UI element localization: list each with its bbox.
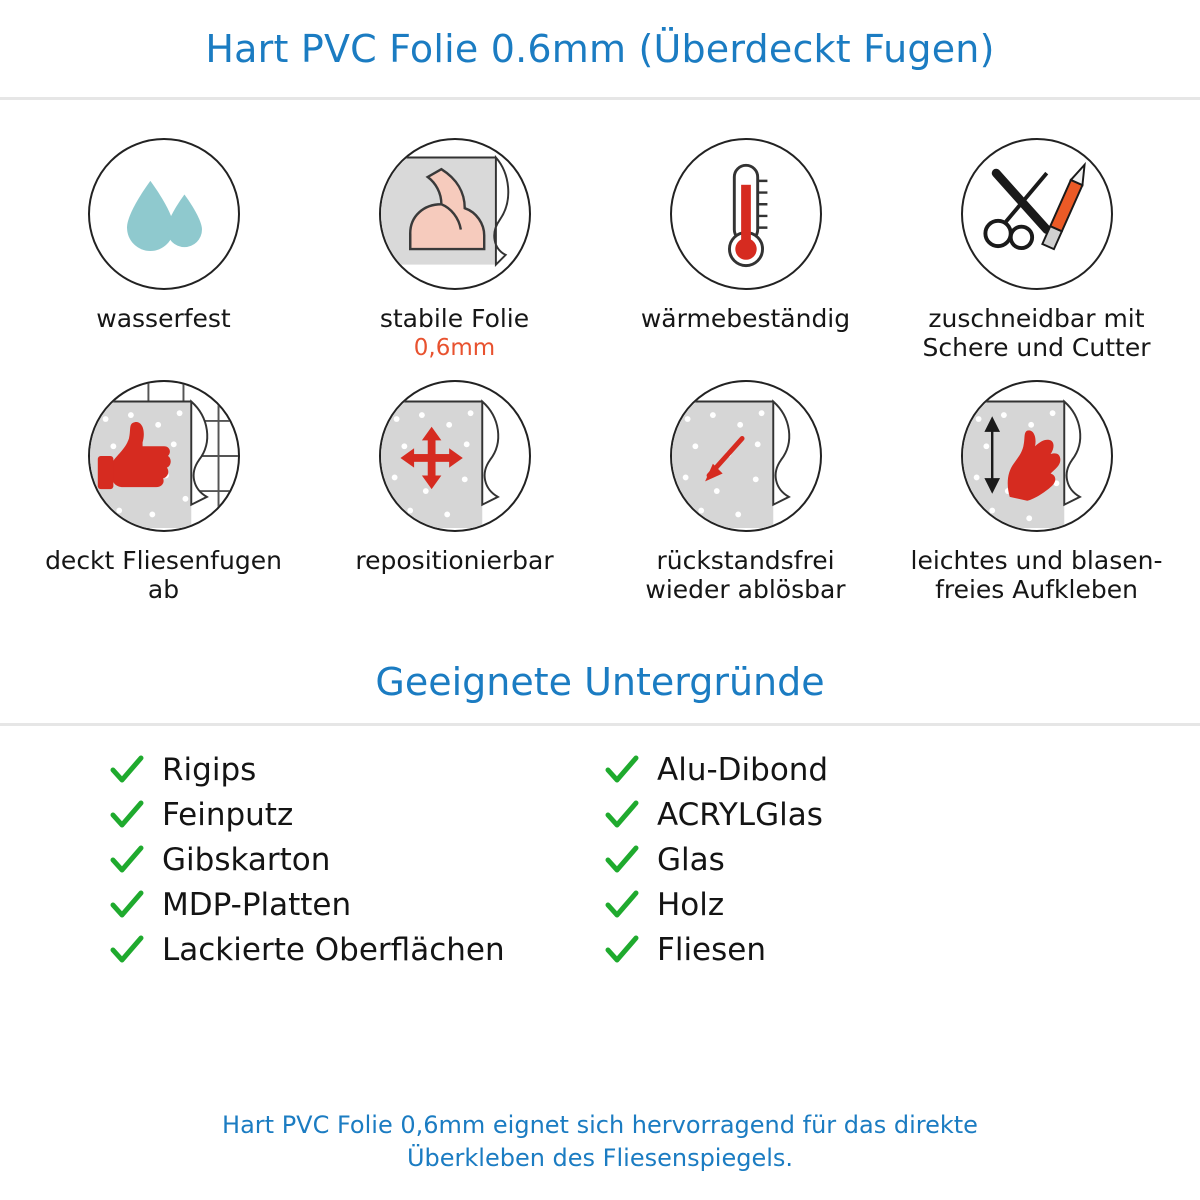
check-icon: [110, 935, 144, 965]
thumbs-up-tiles-icon: [90, 380, 238, 532]
list-item: [605, 752, 1100, 788]
list-item: [110, 887, 605, 923]
surfaces-left-list: [110, 752, 605, 968]
feature-icon-circle: [379, 138, 531, 290]
list-item: [110, 932, 605, 968]
list-item: [605, 797, 1100, 833]
list-item: [110, 797, 605, 833]
feature-icon-circle: [379, 380, 531, 532]
check-icon: [110, 755, 144, 785]
feature-icon-circle: [88, 380, 240, 532]
footer-line-2: Überkleben des Fliesenspiegels.: [406, 1143, 794, 1172]
feature-repositionierbar: [309, 380, 600, 606]
check-icon: [605, 890, 639, 920]
list-item-label: ACRYLGlas: [657, 797, 823, 833]
footer-note: [0, 1109, 1200, 1174]
feature-label: deckt Fliesenfugen ab: [45, 546, 282, 604]
peel-arrow-icon: [672, 380, 820, 532]
feature-blasenfreies-aufkleben: [891, 380, 1182, 606]
feature-rueckstandsfrei: [600, 380, 891, 606]
list-item-label: MDP-Platten: [162, 887, 352, 923]
list-item: [110, 842, 605, 878]
feature-wasserfest: [18, 138, 309, 364]
list-item-label: Feinputz: [162, 797, 294, 833]
check-icon: [605, 935, 639, 965]
feature-stabile-folie: [309, 138, 600, 364]
list-item: [605, 887, 1100, 923]
list-item-label: Alu-Dibond: [657, 752, 829, 788]
header: [0, 0, 1200, 100]
feature-icon-circle: [88, 138, 240, 290]
list-item: [605, 932, 1100, 968]
section-title: Geeignete Untergründe: [375, 659, 825, 704]
feature-icon-circle: [961, 138, 1113, 290]
flexing-arm-icon: [381, 138, 529, 290]
feature-icon-circle: [670, 380, 822, 532]
list-item-label: Holz: [657, 887, 725, 923]
feature-label: stabile Folie: [379, 304, 530, 333]
check-icon: [605, 755, 639, 785]
feature-label: zuschneidbar mit Schere und Cutter: [922, 304, 1151, 362]
list-item: [605, 842, 1100, 878]
feature-label: wasserfest: [96, 304, 231, 333]
list-item-label: Gibskarton: [162, 842, 331, 878]
thermometer-icon: [672, 138, 820, 290]
list-item-label: Lackierte Oberflächen: [162, 932, 505, 968]
feature-label: rückstandsfrei wieder ablösbar: [645, 546, 846, 604]
check-icon: [110, 800, 144, 830]
feature-sublabel: 0,6mm: [413, 335, 496, 361]
surfaces-right-list: [605, 752, 1100, 968]
surfaces-lists: [0, 752, 1200, 968]
water-drops-icon: [90, 138, 238, 290]
feature-label: leichtes und blasen- freies Aufkleben: [910, 546, 1163, 604]
list-item-label: Fliesen: [657, 932, 766, 968]
move-arrows-icon: [381, 380, 529, 532]
feature-label: repositionierbar: [355, 546, 554, 575]
list-item-label: Rigips: [162, 752, 257, 788]
section-header: [0, 640, 1200, 726]
feature-icon-circle: [961, 380, 1113, 532]
footer-line-1: Hart PVC Folie 0,6mm eignet sich hervorragend für das direkte: [222, 1111, 978, 1140]
feature-label: wärmebeständig: [640, 304, 851, 333]
check-icon: [110, 845, 144, 875]
check-icon: [605, 800, 639, 830]
feature-zuschneidbar: [891, 138, 1182, 364]
feature-grid: [0, 100, 1200, 606]
hand-smoothing-icon: [963, 380, 1111, 532]
check-icon: [110, 890, 144, 920]
scissors-cutter-icon: [963, 138, 1111, 290]
list-item: [110, 752, 605, 788]
feature-icon-circle: [670, 138, 822, 290]
list-item-label: Glas: [657, 842, 725, 878]
feature-deckt-fliesenfugen-ab: [18, 380, 309, 606]
page-title: Hart PVC Folie 0.6mm (Überdeckt Fugen): [205, 26, 995, 71]
check-icon: [605, 845, 639, 875]
feature-waermebestaendig: [600, 138, 891, 364]
